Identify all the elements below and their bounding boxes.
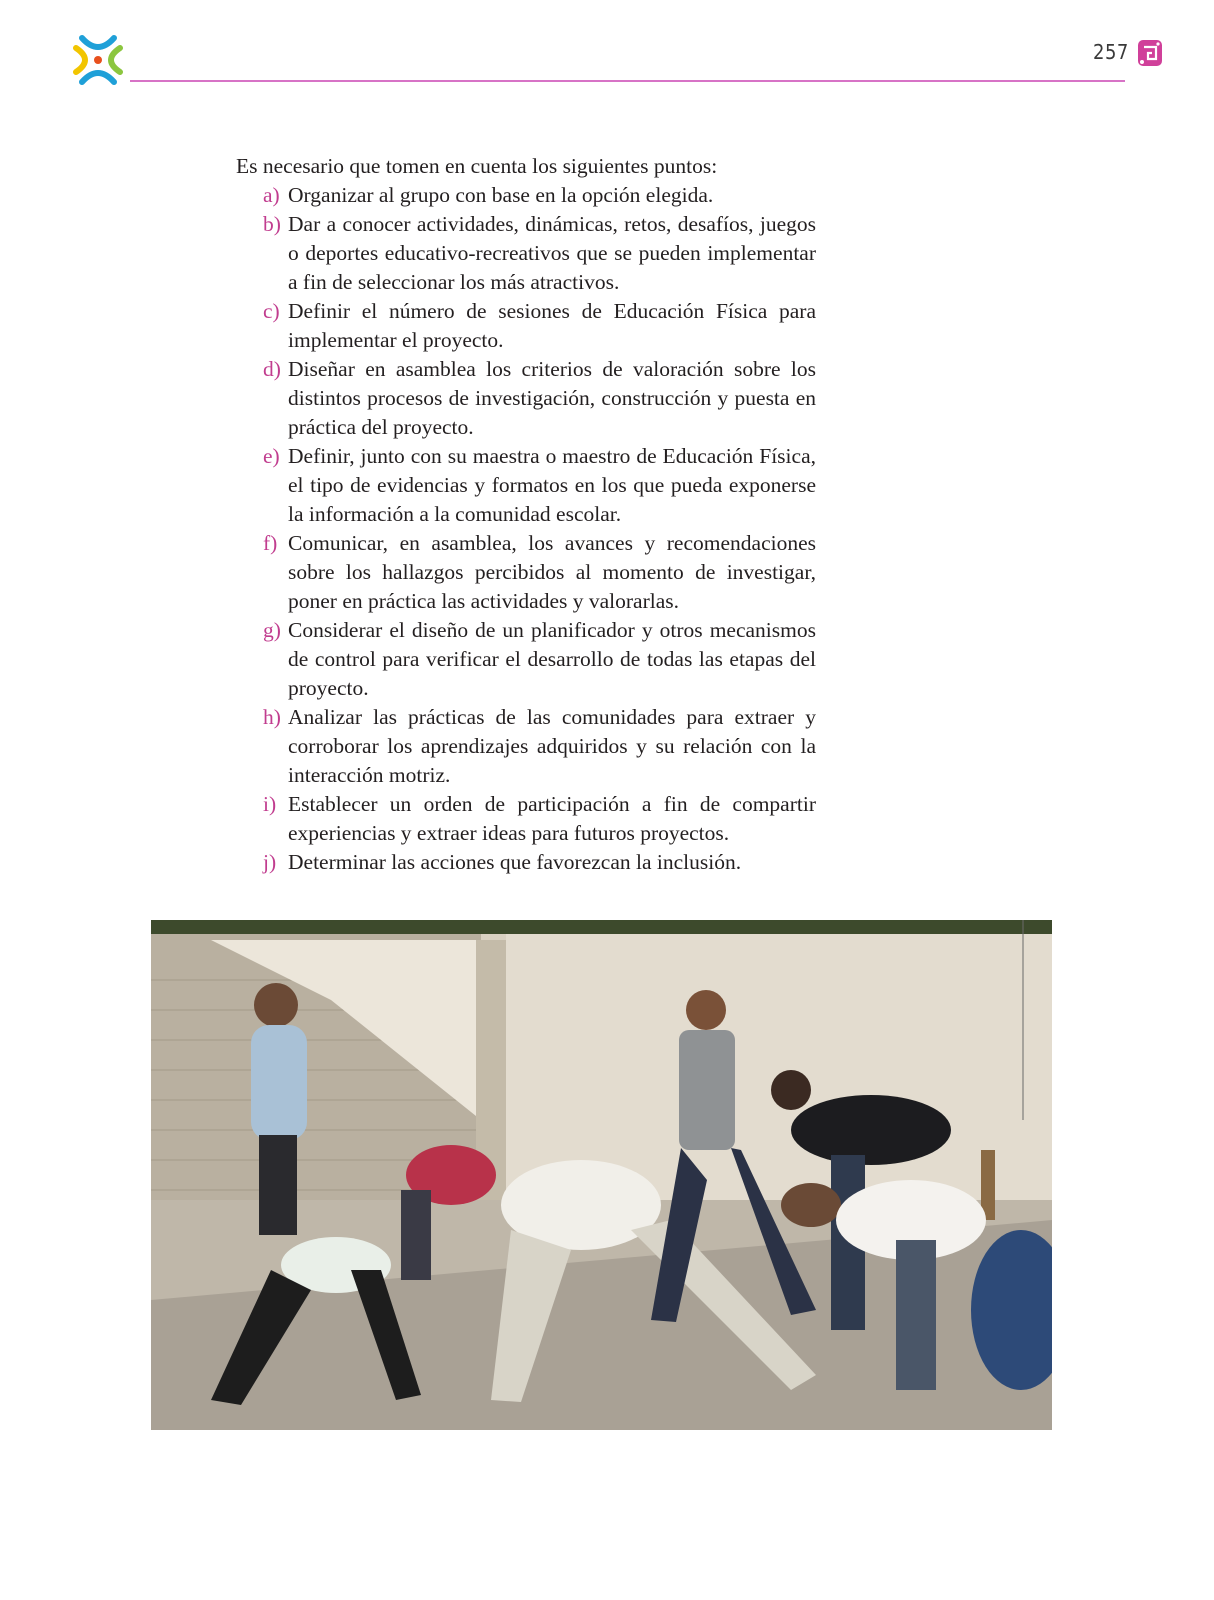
list-item-text: Dar a conocer actividades, dinámicas, retos, desafíos, juegos o deportes educativo-recreativos que se pueden implementar a fin de seleccionar los más atractivos. [288, 212, 816, 294]
page-number: 257 [1093, 40, 1129, 64]
pink-spiral-glyph-icon [1136, 38, 1164, 68]
list-marker: a) [263, 183, 280, 207]
points-list [236, 181, 816, 877]
list-item [236, 297, 816, 355]
list-item [236, 181, 816, 210]
list-marker: c) [263, 299, 280, 323]
list-item-text: Determinar las acciones que favorezcan la inclusión. [288, 850, 742, 874]
list-item-text: Definir el número de sesiones de Educación Física para implementar el proyecto. [288, 299, 816, 352]
list-item-text: Analizar las prácticas de las comunidades para extraer y corroborar los aprendizajes adquiridos y su relación con la interacción motriz. [288, 705, 816, 787]
list-item [236, 790, 816, 848]
header-rule [130, 80, 1125, 82]
list-item-text: Organizar al grupo con base en la opción elegida. [288, 183, 714, 207]
list-item-text: Diseñar en asamblea los criterios de valoración sobre los distintos procesos de investigación, construcción y puesta en práctica del proyecto. [288, 357, 816, 439]
four-color-ring-logo-icon [72, 34, 124, 86]
list-item [236, 703, 816, 790]
list-marker: j) [263, 850, 277, 874]
list-item [236, 442, 816, 529]
intro-paragraph: Es necesario que tomen en cuenta los siguientes puntos: [236, 154, 718, 178]
list-marker: f) [263, 531, 278, 555]
instructions-section [236, 152, 816, 877]
list-item-text: Comunicar, en asamblea, los avances y recomendaciones sobre los hallazgos percibidos al momento de investigar, poner en práctica las actividades y valorarlas. [288, 531, 816, 613]
list-item [236, 616, 816, 703]
list-marker: e) [263, 444, 280, 468]
list-item [236, 529, 816, 616]
students-stretching-photo [151, 920, 1052, 1430]
list-marker: d) [263, 357, 281, 381]
list-marker: b) [263, 212, 281, 236]
list-item-text: Definir, junto con su maestra o maestro de Educación Física, el tipo de evidencias y formatos en los que pueda exponerse la información a la comunidad escolar. [288, 444, 816, 526]
list-item-text: Considerar el diseño de un planificador y otros mecanismos de control para verificar el desarrollo de todas las etapas del proyecto. [288, 618, 816, 700]
list-marker: g) [263, 618, 281, 642]
list-item-text: Establecer un orden de participación a fin de compartir experiencias y extraer ideas para futuros proyectos. [288, 792, 816, 845]
list-item [236, 210, 816, 297]
list-marker: h) [263, 705, 281, 729]
list-item [236, 848, 816, 877]
list-marker: i) [263, 792, 277, 816]
list-item [236, 355, 816, 442]
